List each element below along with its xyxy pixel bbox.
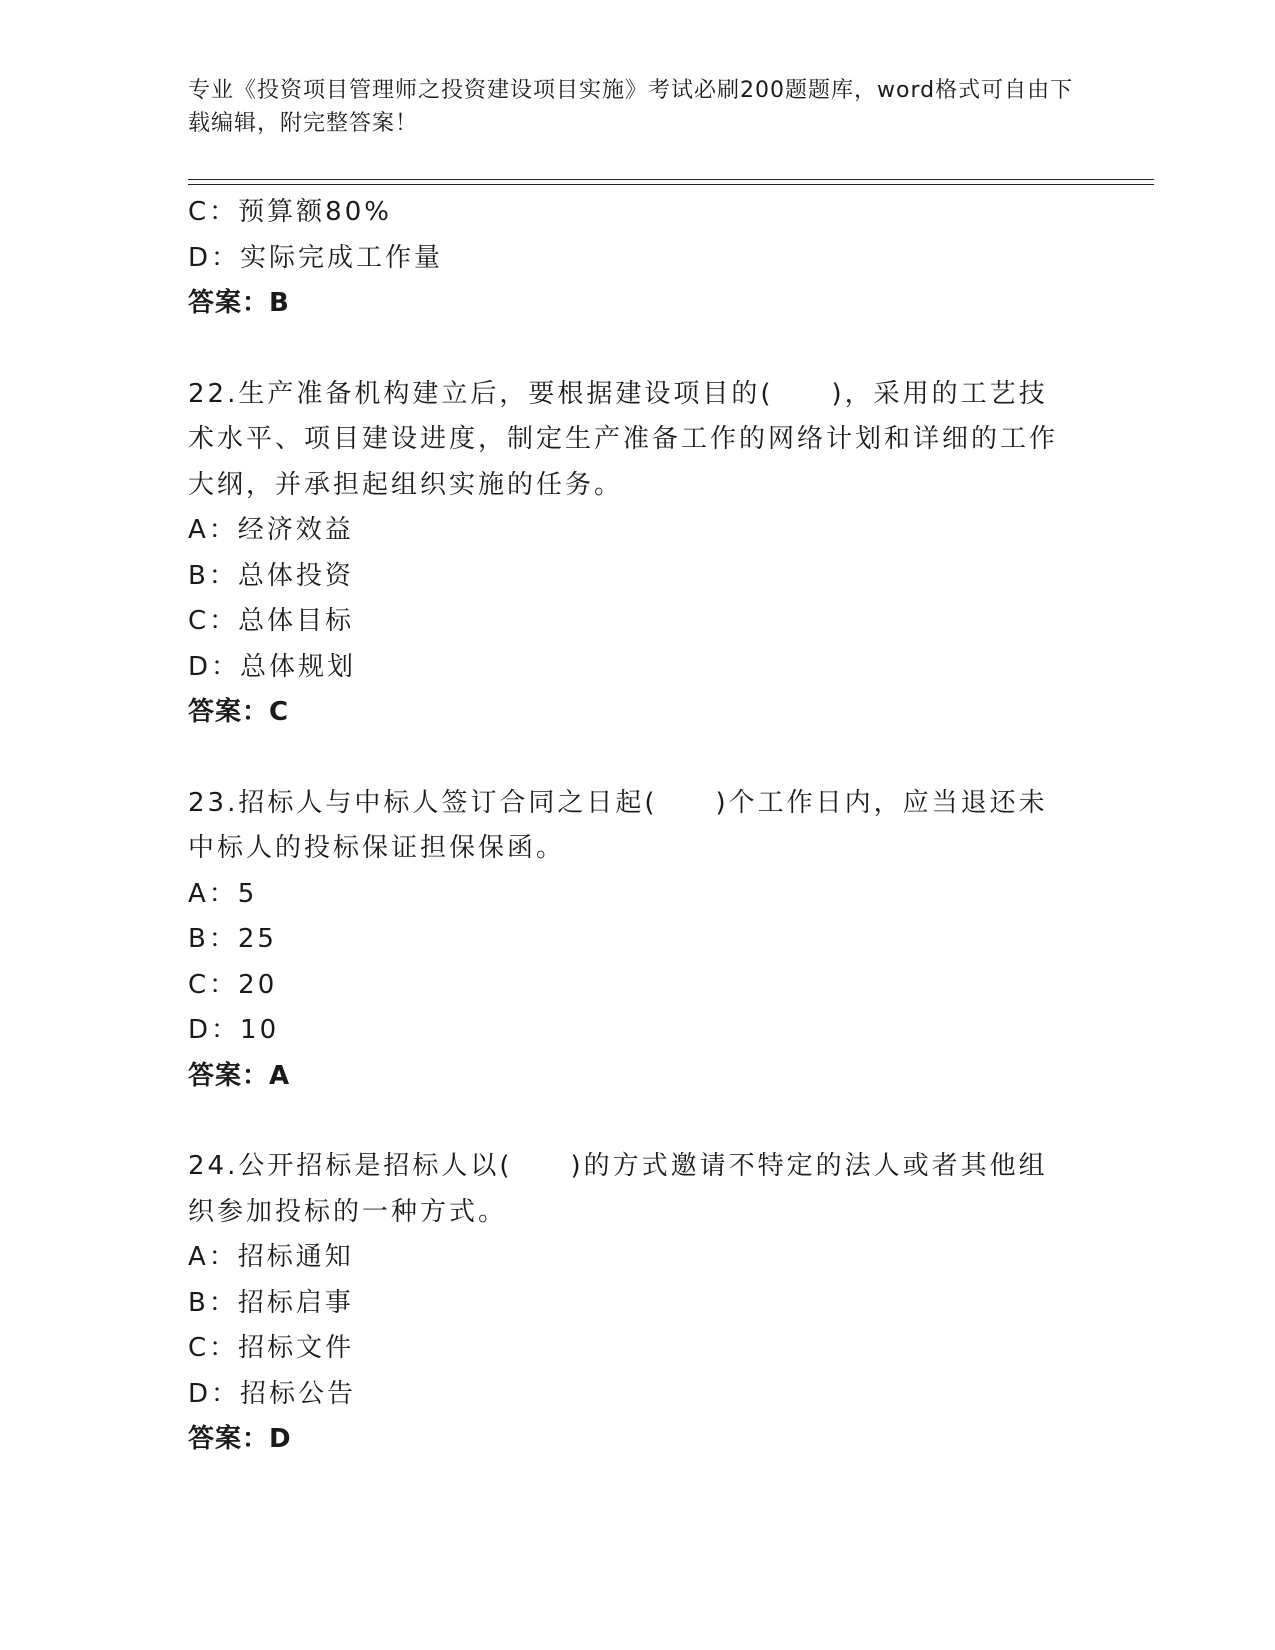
option-c: [188, 963, 1068, 1009]
question-text: 23.招标人与中标人签订合同之日起( )个工作日内，应当退还未中标人的投标保证担保保函。: [188, 787, 1048, 863]
option-letter: C：: [188, 969, 239, 1000]
option-text: 预算额80%: [238, 197, 392, 227]
page-header: 专业《投资项目管理师之投资建设项目实施》考试必刷200题题库，word格式可自由下载编辑，附完整答案！: [188, 78, 1074, 136]
question-text: 22.生产准备机构建立后，要根据建设项目的( )，采用的工艺技术水平、项目建设进度，制定生产准备工作的网络计划和详细的工作大纲，并承担起组织实施的任务。: [188, 378, 1059, 500]
option-letter: D：: [188, 1378, 241, 1409]
option-letter: C：: [188, 606, 239, 636]
option-d: [188, 1008, 1068, 1054]
option-letter: C：: [188, 1333, 239, 1363]
previous-question-tail: [188, 190, 1068, 327]
option-a: [188, 508, 1068, 554]
option-d: [188, 645, 1068, 691]
option-text: 招标文件: [238, 1333, 355, 1363]
option-text: 10: [240, 1015, 280, 1045]
option-text: 5: [237, 878, 258, 909]
option-c: [188, 599, 1068, 645]
option-text: 实际完成工作量: [240, 242, 444, 273]
question-text: 24.公开招标是招标人以( )的方式邀请不特定的法人或者其他组织参加投标的一种方式。: [188, 1151, 1048, 1227]
option-text: 招标公告: [240, 1378, 357, 1409]
option-letter: D：: [188, 1015, 241, 1045]
answer-line: 答案：A: [188, 1060, 291, 1091]
option-b: [188, 917, 1068, 963]
option-b: [188, 1281, 1068, 1327]
header-rule-top: [188, 179, 1154, 180]
option-letter: B：: [188, 1287, 238, 1318]
option-text: 25: [237, 924, 277, 954]
option-letter: C：: [188, 197, 239, 227]
option-b: [188, 554, 1068, 600]
option-d: [188, 236, 1068, 282]
option-text: 总体规划: [240, 651, 357, 682]
option-c: [188, 190, 1068, 236]
option-text: 总体投资: [237, 560, 354, 591]
option-letter: D：: [188, 242, 241, 273]
answer-line: 答案：D: [188, 1424, 292, 1454]
option-letter: B：: [188, 924, 238, 954]
option-a: [188, 1235, 1068, 1281]
header-rule-bottom: [188, 184, 1154, 185]
option-text: 招标通知: [237, 1242, 354, 1272]
option-letter: B：: [188, 560, 238, 591]
option-letter: A：: [188, 878, 238, 909]
option-text: 经济效益: [237, 515, 354, 545]
option-letter: A：: [188, 515, 238, 545]
option-letter: A：: [188, 1242, 238, 1272]
option-letter: D：: [188, 651, 241, 682]
question-24: [188, 1144, 1068, 1463]
option-a: [188, 872, 1068, 918]
answer-line: 答案：B: [188, 288, 290, 318]
question-content: [188, 190, 1068, 1463]
option-text: 招标启事: [237, 1287, 354, 1318]
answer-line: 答案：C: [188, 697, 290, 727]
option-c: [188, 1326, 1068, 1372]
question-23: [188, 781, 1068, 1100]
option-text: 20: [238, 969, 278, 1000]
question-22: [188, 372, 1068, 736]
option-d: [188, 1372, 1068, 1418]
option-text: 总体目标: [238, 606, 355, 636]
